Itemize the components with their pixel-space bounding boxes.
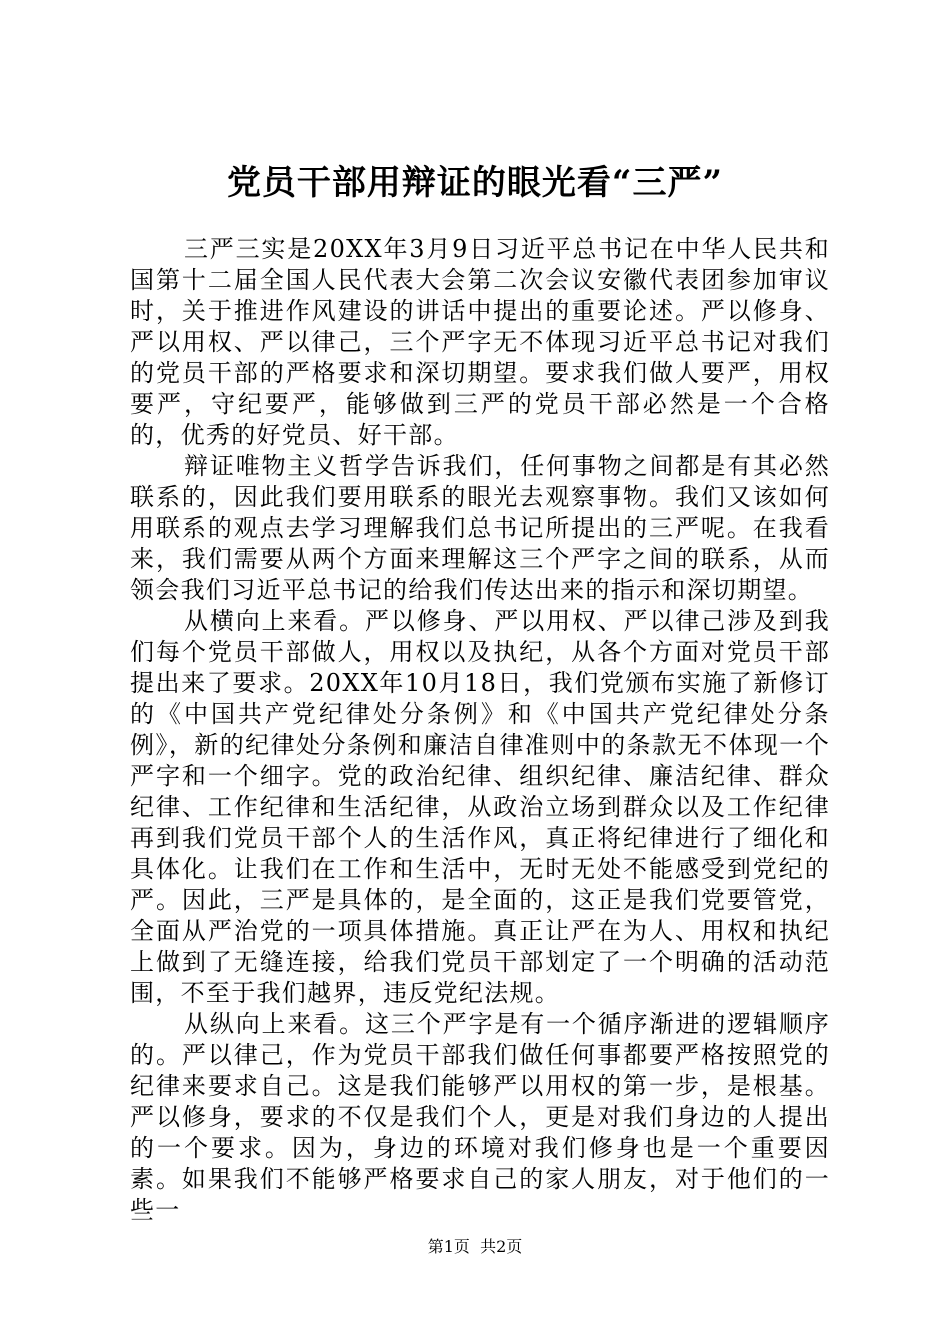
paragraph-1: 三严三实是20XX年3月9日习近平总书记在中华人民共和国第十二届全国人民代表大会第二次会议安徽代表团参加审议时，关于推进作风建设的讲话中提出的重要论述。严以修身、严以用权、严以律己，三个严字无不体现习近平总书记对我们的党员干部的严格要求和深切期望。要求我们做人要严，用权要严，守纪要严，能够做到三严的党员干部必然是一个合格的，优秀的好党员、好干部。 — [130, 235, 830, 449]
paragraph-3: 从横向上来看。严以修身、严以用权、严以律己涉及到我们每个党员干部做人，用权以及执纪，从各个方面对党员干部提出来了要求。20XX年10月18日，我们党颁布实施了新修订的《中国共产党纪律处分条例》和《中国共产党纪律处分条例》，新的纪律处分条例和廉洁自律准则中的条款无不体现一个严字和一个细字。党的政治纪律、组织纪律、廉洁纪律、群众纪律、工作纪律和生活纪律，从政治立场到群众以及工作纪律再到我们党员干部个人的生活作风，真正将纪律进行了细化和具体化。让我们在工作和生活中，无时无处不能感受到党纪的严。因此，三严是具体的，是全面的，这正是我们党要管党，全面从严治党的一项具体措施。真正让严在为人、用权和执纪上做到了无缝连接，给我们党员干部划定了一个明确的活动范围，不至于我们越界，违反党纪法规。 — [130, 607, 830, 1007]
document-title: 党员干部用辩证的眼光看“三严” — [226, 163, 724, 203]
document-body — [130, 234, 830, 1226]
page-total: 共2页 — [480, 1237, 523, 1256]
footer-separator — [470, 1237, 480, 1256]
paragraph-2: 辩证唯物主义哲学告诉我们，任何事物之间都是有其必然联系的，因此我们要用联系的眼光去观察事物。我们又该如何用联系的观点去学习理解我们总书记所提出的三严呢。在我看来，我们需要从两个方面来理解这三个严字之间的联系，从而领会我们习近平总书记的给我们传达出来的指示和深切期望。 — [130, 452, 830, 604]
paragraph-4: 从纵向上来看。这三个严字是有一个循序渐进的逻辑顺序的。严以律己，作为党员干部我们做任何事都要严格按照党的纪律来要求自己。这是我们能够严以用权的第一步，是根基。严以修身，要求的不仅是我们个人，更是对我们身边的人提出的一个要求。因为，身边的环境对我们修身也是一个重要因素。如果我们不能够严格要求自己的家人朋友，对于他们的一些一 — [130, 1010, 830, 1224]
page-number: 第1页 — [427, 1237, 470, 1256]
page-footer — [0, 1237, 950, 1257]
